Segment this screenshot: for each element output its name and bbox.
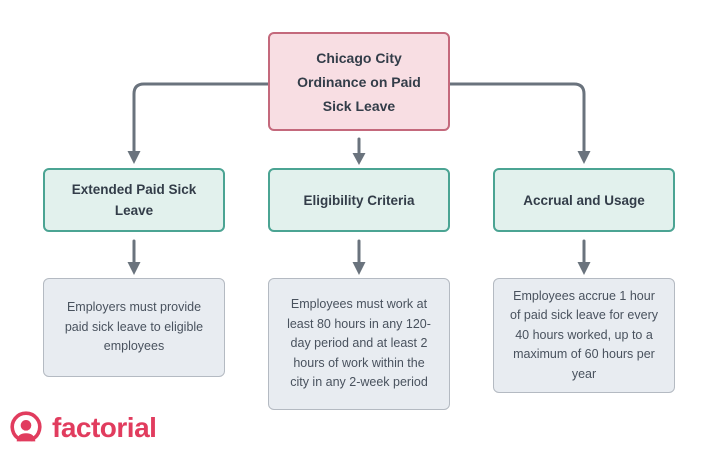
- node-detail-eligibility-criteria: [268, 278, 450, 410]
- node-root: [268, 32, 450, 131]
- factorial-logo: [8, 410, 156, 446]
- arrowhead-accrual-detail: [578, 262, 591, 275]
- factorial-wordmark: factorial: [52, 412, 157, 443]
- arrowhead-extended: [128, 151, 141, 164]
- node-branch-eligibility-criteria: [268, 168, 450, 232]
- connector-root-to-extended: [134, 84, 268, 151]
- arrowhead-eligibility: [353, 153, 366, 165]
- arrowhead-eligibility-detail: [353, 262, 366, 275]
- node-branch-extended-paid-sick-leave: [43, 168, 225, 232]
- node-detail-extended-paid-sick-leave: [43, 278, 225, 377]
- arrowhead-accrual: [578, 151, 591, 164]
- branch-title: Extended Paid Sick Leave: [71, 182, 197, 218]
- branch-title: Eligibility Criteria: [303, 192, 415, 208]
- detail-text: Employees accrue 1 hour of paid sick leave for every 40 hours worked, up to a maximum of 60 hours per year: [510, 288, 658, 381]
- person-in-circle-icon: [8, 410, 44, 446]
- detail-text: Employers must provide paid sick leave to eligible employees: [64, 300, 204, 354]
- detail-text: Employees must work at least 80 hours in any 120-day period and at least 2 hours of work within the city in any 2-week period: [287, 297, 431, 390]
- node-branch-accrual-and-usage: [493, 168, 675, 232]
- connector-root-to-accrual: [450, 84, 584, 151]
- node-root-label: Chicago City Ordinance on Paid Sick Leave: [297, 49, 421, 114]
- node-detail-accrual-and-usage: [493, 278, 675, 393]
- branch-title: Accrual and Usage: [523, 192, 645, 208]
- arrowhead-extended-detail: [128, 262, 141, 275]
